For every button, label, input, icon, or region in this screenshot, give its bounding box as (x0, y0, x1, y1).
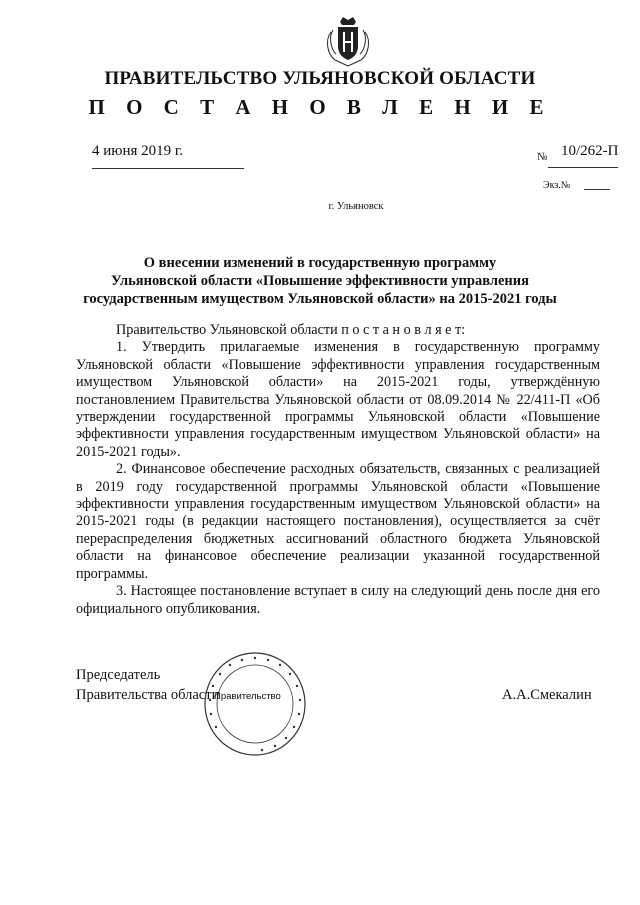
copy-number-underline (584, 189, 610, 190)
resolution-item-3: 3. Настоящее постановление вступает в силу на следующий день после дня его официального опубликования. (76, 583, 600, 617)
coat-of-arms-icon (323, 14, 373, 68)
official-stamp (202, 650, 308, 758)
copy-number-label: Экз.№ (543, 180, 571, 191)
subject-line: Ульяновской области «Повышение эффективности управления (111, 273, 529, 289)
document-body (76, 322, 600, 618)
signatory-position-line2: Правительства области (76, 687, 220, 703)
document-subject (60, 254, 580, 308)
signatory-position-line1: Председатель (76, 667, 161, 683)
document-number: 10/262-П (561, 143, 619, 159)
number-underline (548, 167, 618, 168)
resolution-intro: Правительство Ульяновской области п о с т а н о в л я е т: (116, 322, 466, 338)
subject-line: О внесении изменений в государственную программу (143, 255, 497, 271)
subject-line: государственным имуществом Ульяновской области» на 2015-2021 годы (83, 291, 557, 307)
number-sign: № (537, 151, 548, 163)
resolution-item-2: 2. Финансовое обеспечение расходных обязательств, связанных с реализацией в 2019 году государственной программы Ульяновской области «Повышение эффективности управления государственным имуществом Ульяновской области» на 2015-2021 годы (в редакции настоящего постановления), осуществляется за счёт перераспределения бюджетных ассигнований областного бюджета Ульяновской области на финансовое обеспечение реализации указанной государственной программы. (76, 461, 600, 582)
document-type-title: П О С Т А Н О В Л Е Н И Е (88, 95, 552, 119)
resolution-item-1: 1. Утвердить прилагаемые изменения в государственную программу Ульяновской области «Повышение эффективности управления государственным имуществом Ульяновской области» на 2015-2021 годы, утверждённую постановлением Правительства Ульяновской области от 08.09.2014 № 22/411-П «Об утверждении государственной программы Ульяновской области «Повышение эффективности управления государственным имуществом Ульяновской области» на 2015-2021 годы». (76, 339, 600, 460)
date-underline (92, 168, 244, 169)
organization-title: ПРАВИТЕЛЬСТВО УЛЬЯНОВСКОЙ ОБЛАСТИ (104, 68, 536, 89)
city-label: г. Ульяновск (328, 201, 384, 212)
stamp-text: Правительство (214, 691, 281, 702)
signatory-name: А.А.Смекалин (502, 687, 592, 703)
document-date: 4 июня 2019 г. (92, 143, 184, 159)
